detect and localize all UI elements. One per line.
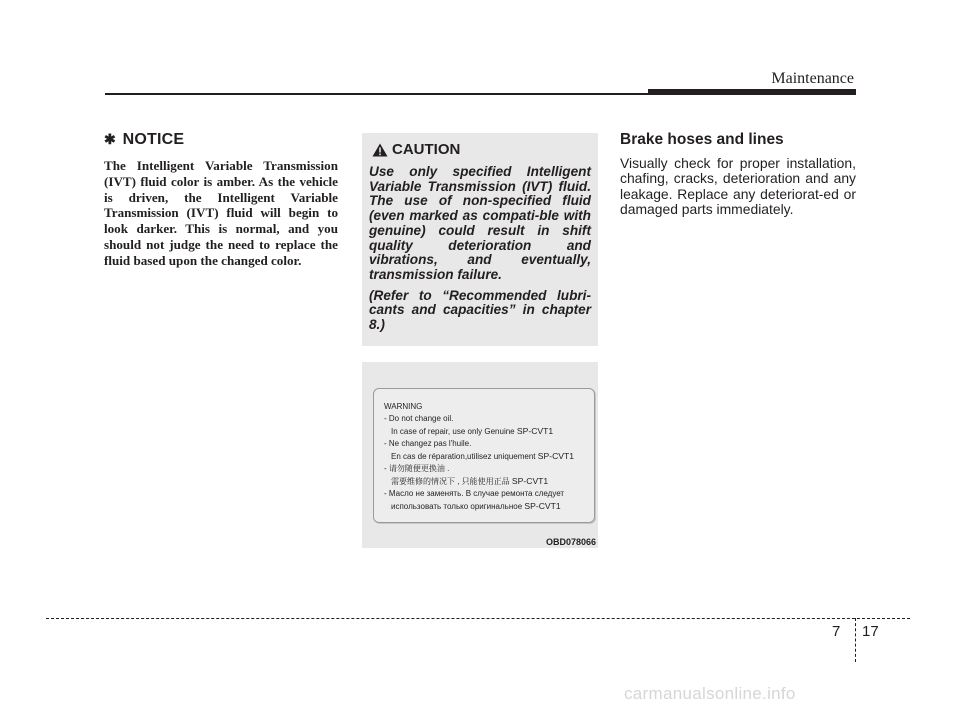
notice-heading-text: NOTICE: [122, 131, 185, 148]
section-title: Maintenance: [771, 70, 854, 87]
caution-reference: (Refer to “Recommended lubri-cants and capacities” in chapter 8.): [369, 287, 591, 333]
header-rule-accent: [648, 89, 856, 95]
warning-label-text: [384, 401, 574, 513]
label-heading: WARNING: [384, 402, 423, 411]
asterisk-icon: ✱: [104, 131, 116, 147]
caution-heading: [372, 141, 460, 158]
notice-body: The Intelligent Variable Transmission (IVT) fluid color is amber. As the vehicle is driven, the Intelligent Variable Transmission (IVT) fluid will begin to look darker. This is normal, and you should not judge the need to replace the fluid based upon the changed color.: [104, 158, 338, 268]
label-line: - 请勿随便更换油 .: [384, 464, 450, 473]
label-line: 需要维修的情况下 , 只能使用正品 SP-CVT1: [391, 476, 549, 486]
caution-body: [369, 165, 591, 339]
caution-paragraph: Use only specified Intelligent Variable Transmission (IVT) fluid. The use of non-specified fluid (even marked as compati-ble with genuine) could result in shift quality deterioration and vibrations, and eventually, transmission failure.: [369, 164, 591, 282]
footer-divider: [855, 618, 856, 662]
label-line: En cas de réparation,utilisez uniquement SP-CVT1: [391, 451, 575, 461]
header-rule: [105, 93, 650, 95]
label-line: использовать только оригинальное SP-CVT1: [391, 501, 561, 511]
warning-triangle-icon: [372, 143, 388, 157]
label-line: - Масло не заменять. В случае ремонта следует: [384, 489, 565, 498]
brake-section-title: Brake hoses and lines: [620, 131, 784, 148]
label-line: - Ne changez pas l'huile.: [384, 439, 472, 448]
page-number: 17: [862, 623, 879, 640]
figure-code: OBD078066: [545, 537, 596, 547]
watermark: carmanualsonline.info: [624, 684, 796, 703]
label-line: In case of repair, use only Genuine SP-CVT1: [391, 426, 554, 436]
notice-heading: [104, 131, 184, 149]
caution-heading-text: CAUTION: [392, 141, 461, 158]
brake-section-body: Visually check for proper installation, chafing, cracks, deterioration and any leakage. Replace any deteriorat-ed or damaged parts immediately.: [620, 155, 856, 217]
chapter-number: 7: [832, 623, 841, 640]
label-line: - Do not change oil.: [384, 414, 454, 423]
footer-rule: [46, 618, 910, 619]
